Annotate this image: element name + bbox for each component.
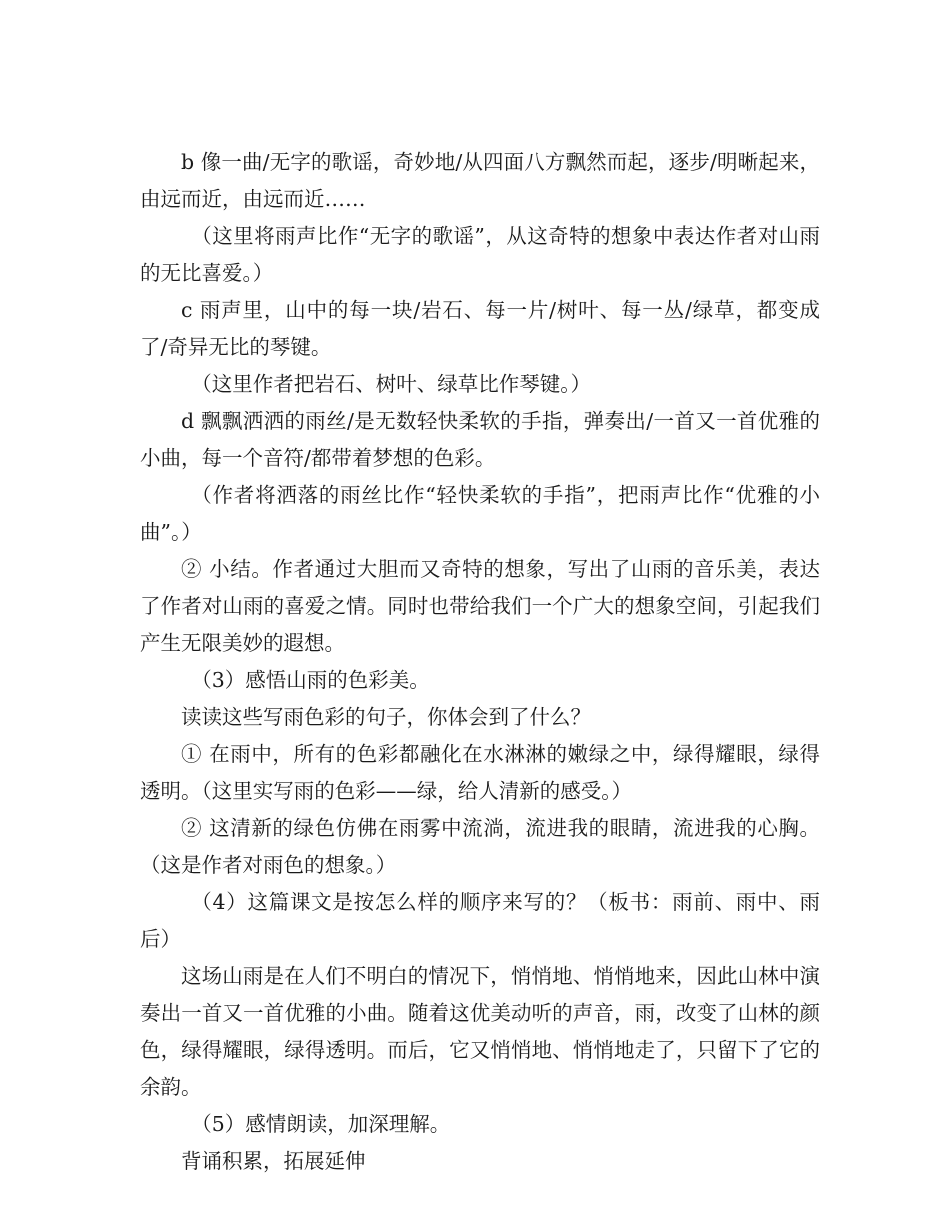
section-heading-4: （4）这篇课文是按怎么样的顺序来写的？（板书：雨前、雨中、雨后） bbox=[140, 890, 820, 951]
paragraph-metaphor-c: c 雨声里，山中的每一块/岩石、每一片/树叶、每一丛/绿草，都变成了/奇异无比的琴键。 bbox=[140, 298, 820, 359]
paragraph-note-b: （这里将雨声比作“无字的歌谣”，从这奇特的想象中表达作者对山雨的无比喜爱。） bbox=[140, 224, 820, 285]
paragraph-metaphor-b: b 像一曲/无字的歌谣，奇妙地/从四面八方飘然而起，逐步/明晰起来，由远而近，由远而近…… bbox=[140, 150, 820, 211]
paragraph-color-1: ① 在雨中，所有的色彩都融化在水淋淋的嫩绿之中，绿得耀眼，绿得透明。（这里实写雨的色彩——绿，给人清新的感受。） bbox=[140, 742, 820, 803]
paragraph-note-d: （作者将洒落的雨丝比作“轻快柔软的手指”，把雨声比作“优雅的小曲”。） bbox=[140, 483, 820, 544]
paragraph-sequence: 这场山雨是在人们不明白的情况下，悄悄地、悄悄地来，因此山林中演奏出一首又一首优雅的小曲。随着这优美动听的声音，雨，改变了山林的颜色，绿得耀眼，绿得透明。而后，它又悄悄地、悄悄地走了，只留下了它的余韵。 bbox=[140, 964, 820, 1099]
section-heading-5: （5）感情朗读，加深理解。 bbox=[191, 1112, 451, 1136]
paragraph-question: 读读这些写雨色彩的句子，你体会到了什么？ bbox=[181, 705, 591, 729]
document-body bbox=[140, 144, 820, 1180]
paragraph-recite: 背诵积累，拓展延伸 bbox=[181, 1149, 366, 1173]
section-heading-3: （3）感悟山雨的色彩美。 bbox=[191, 668, 430, 692]
paragraph-color-2: ② 这清新的绿色仿佛在雨雾中流淌，流进我的眼睛，流进我的心胸。（这是作者对雨色的想象。） bbox=[140, 816, 820, 877]
paragraph-summary: ② 小结。作者通过大胆而又奇特的想象，写出了山雨的音乐美，表达了作者对山雨的喜爱之情。同时也带给我们一个广大的想象空间，引起我们产生无限美妙的遐想。 bbox=[140, 557, 820, 655]
paragraph-metaphor-d: d 飘飘洒洒的雨丝/是无数轻快柔软的手指，弹奏出/一首又一首优雅的小曲，每一个音符/都带着梦想的色彩。 bbox=[140, 409, 820, 470]
paragraph-note-c: （这里作者把岩石、树叶、绿草比作琴键。） bbox=[191, 372, 591, 396]
